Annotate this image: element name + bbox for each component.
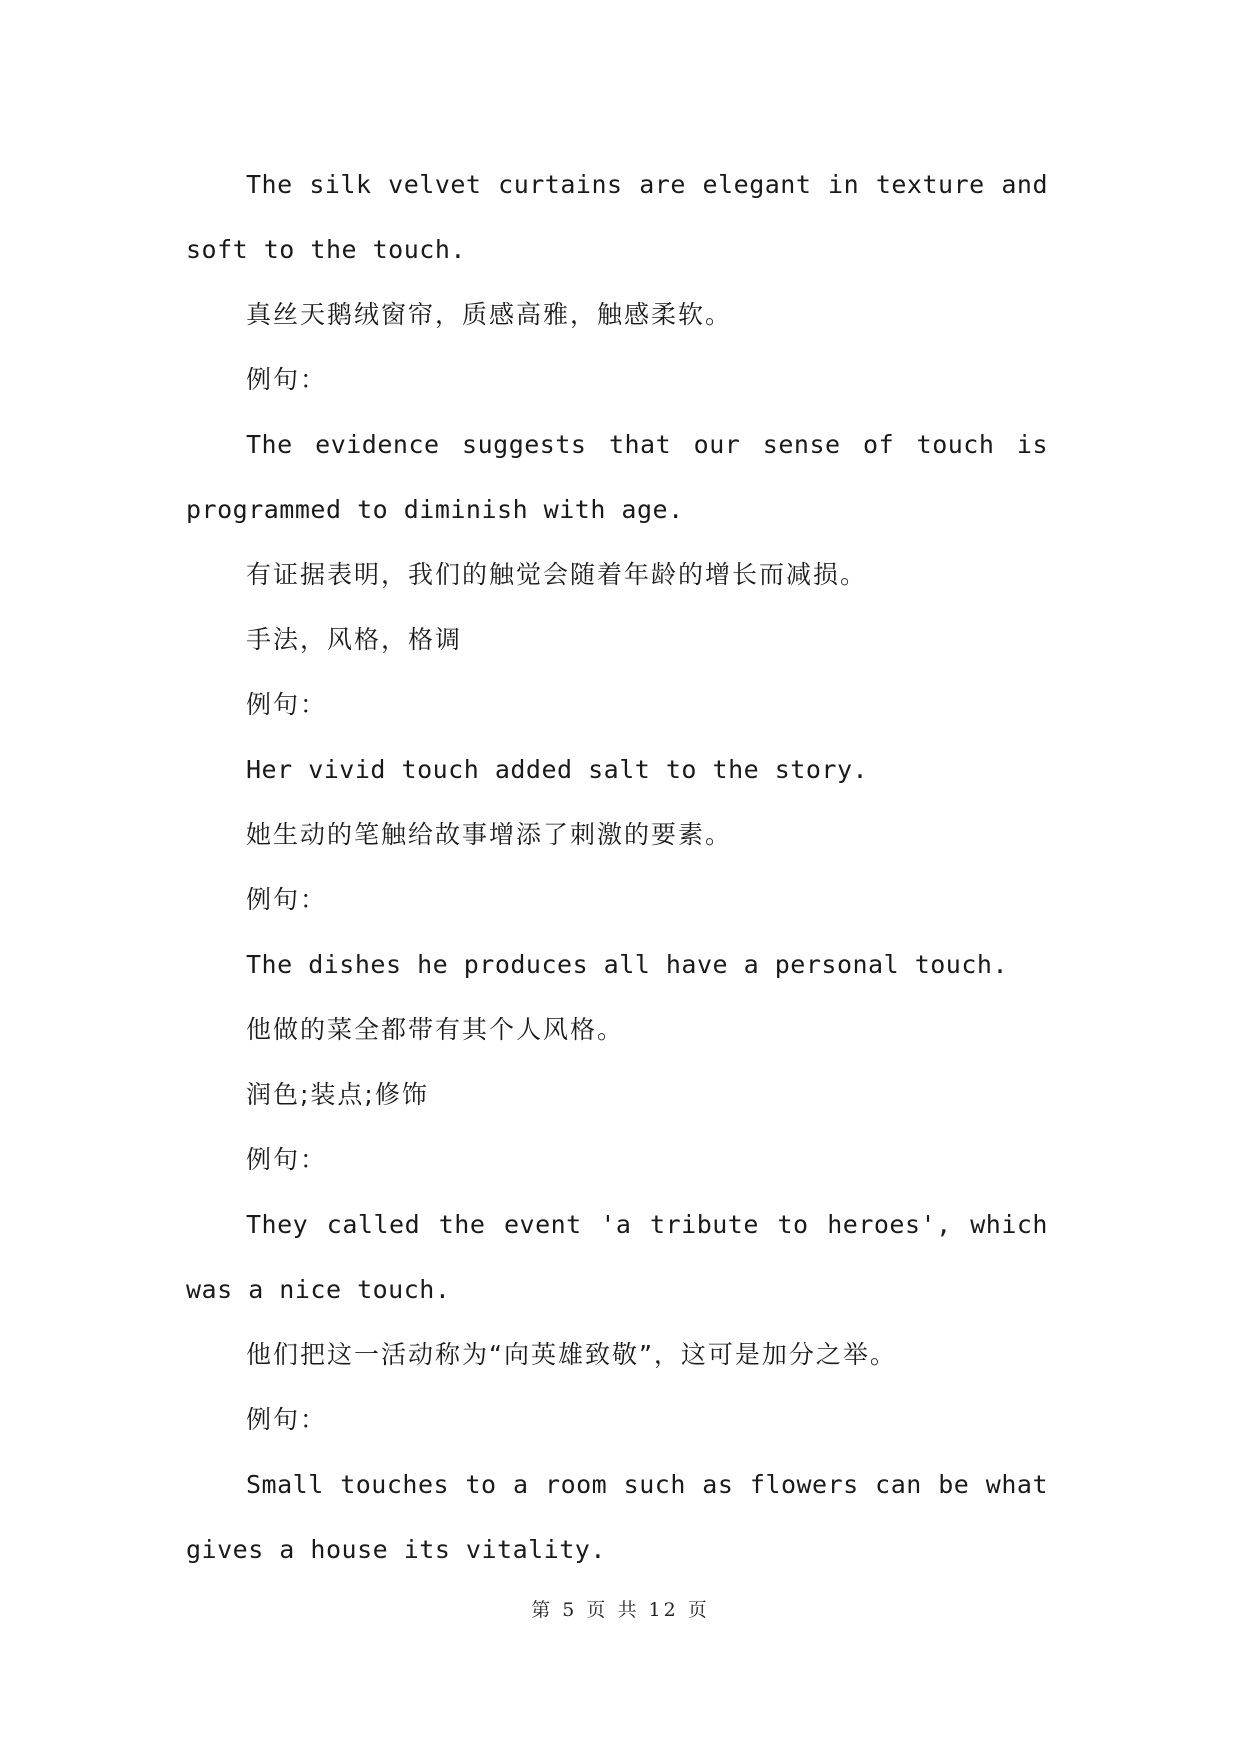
example-label: 例句： <box>246 690 328 719</box>
paragraph-12: 他做的菜全都带有其个人风格。 <box>246 1015 625 1044</box>
definition-heading: 手法，风格，格调 <box>246 625 463 654</box>
paragraph-18: Small touches to a room such as flowers can be what gives a house its vitality. <box>186 1470 1048 1564</box>
paragraph-4: The evidence suggests that our sense of touch is programmed to diminish with age. <box>186 430 1048 524</box>
paragraph-16: 他们把这一活动称为“向英雄致敬”，这可是加分之举。 <box>246 1340 897 1369</box>
paragraph-5: 有证据表明，我们的触觉会随着年龄的增长而减损。 <box>246 560 868 589</box>
paragraph-1: The silk velvet curtains are elegant in texture and soft to the touch. <box>186 170 1048 264</box>
paragraph-2: 真丝天鹅绒窗帘，质感高雅，触感柔软。 <box>246 300 733 329</box>
example-label: 例句： <box>246 1405 328 1434</box>
paragraph-8: Her vivid touch added salt to the story. <box>246 755 869 784</box>
example-label: 例句： <box>246 365 328 394</box>
example-label: 例句： <box>246 1145 328 1174</box>
definition-heading: 润色;装点;修饰 <box>246 1080 429 1109</box>
paragraph-11: The dishes he produces all have a personal touch. <box>246 950 1009 979</box>
page-body <box>186 152 1048 1582</box>
paragraph-15: They called the event 'a tribute to heroes', which was a nice touch. <box>186 1210 1048 1304</box>
example-label: 例句： <box>246 885 328 914</box>
page-number-footer: 第 5 页 共 12 页 <box>531 1599 710 1621</box>
paragraph-9: 她生动的笔触给故事增添了刺激的要素。 <box>246 820 733 849</box>
